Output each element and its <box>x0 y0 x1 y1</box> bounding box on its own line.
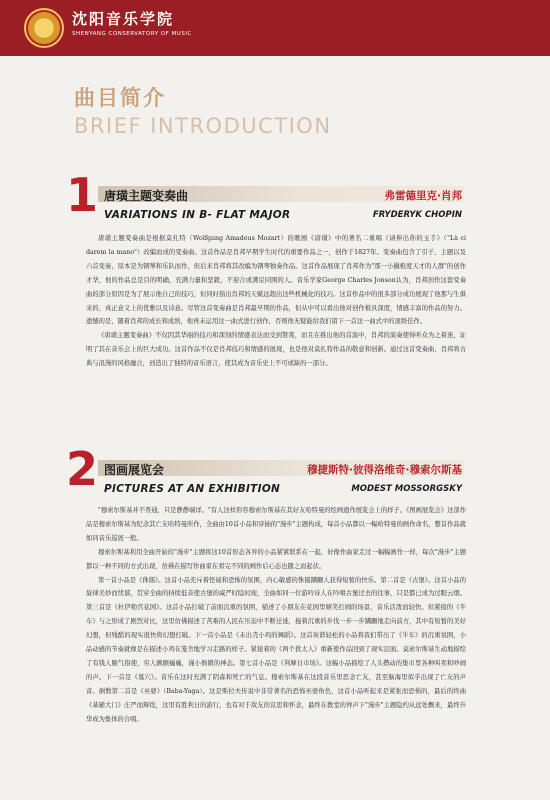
section-title-cn-1: 唐璜主题变奏曲 <box>104 189 189 203</box>
conservatory-name-en: SHENYANG CONSERVATORY OF MUSIC <box>72 31 192 37</box>
section-composer-en-2: MODEST MOSSORGSKY <box>351 484 462 494</box>
section-composer-cn-2: 穆捷斯特·彼得洛维奇·穆索尔斯基 <box>307 464 462 476</box>
paragraph: 《唐璜主题变奏曲》不仅因其华丽的技巧和深刻的情感表达而受到赞赏，而且在推出他的首演中，肖邦的演奏使得听众为之着迷，证明了其在音乐会上的巨大成功。这首作品不仅是肖邦技巧和情感的展现，也是他对莫扎特作品的敬意和创新。通过这首变奏曲，肖邦将古典与浪漫的风格融合，创造出了独特的音乐语言，使其成为音乐史上不可或缺的一部分。 <box>86 332 466 368</box>
section-body-1 <box>86 232 466 371</box>
paragraph: 第一首小品是《侏儒》。这首小品充斥着怪诞和恐怖的氛围，内心敏感的侏儒蹒跚人获得短暂的快乐。第二首是《古堡》。这首小品的旋律美妙而忧郁，贯穿全曲的持续低音使古堡的威严时隐时现，全曲如同一位游吟诗人在吟唱古堡过去的往事，只是都已成为过眼云烟。第三首是《杜伊勒宫花园》。这首小品打破了前面沉重的氛围，描述了小朋友在花园里嬉笑打闹的场景，音乐活泼而轻快。但紧接的《牛车》与之形成了剧烈对比，这里仿佛描述了苦难的人民在压迫中不断迁徙，拖着沉重的步伐一步一步蹒跚地走向前方，其中有短暂的美好幻想，但残酷的现实很快将幻想打破。下一首小品是《未出壳小鸡的舞蹈》。这首诙谐轻松的小品将我们带出了《牛车》的沉重氛围，小品动感的节奏就像是在描述小鸡在笼舍地学习走路的样子。紧接着的《两个犹太人》重新使作品回到了现实层面。莫索尔斯基生动地描绘了有钱人颐气指使，穷人颤颤巍巍，谨小慎微的神态。第七首小品是《利摩日市场》。这幅小品描绘了人头攒动的集市里各种叫卖和吵闹的声。下一首是《墓穴》。音乐在这时充满了阴森和死亡的气息。穆索尔斯基在这段音乐里思念亡友，甚至脑海里似乎出现了亡友的声音。倒数第二首是《巫婆》（Baba-Yaga）。这是斯拉夫传说中非常著名的恐怖巫婆角色，这首小品听起来是紧张而恐怖的，最后的终曲《基辅大门》庄严而辉煌，这里有胜利日的游行，也有对于敌友的哀思和怀念，最终在教堂的钟声下"漫步"主题隐约从远处飘来，最终升华成为集体的合唱。 <box>86 576 466 723</box>
section-number-2: 2 <box>66 442 99 496</box>
section-composer-en-1: FRYDERYK CHOPIN <box>372 210 462 220</box>
page-header <box>0 0 550 56</box>
section-title-cn-2: 图画展览会 <box>104 463 165 477</box>
section-number-1: 1 <box>66 168 99 222</box>
conservatory-name <box>72 10 192 38</box>
section-composer-cn-1: 弗雷德里克·肖邦 <box>384 190 462 202</box>
page-title-en: BRIEF INTRODUCTION <box>74 114 332 138</box>
section-title-en-1: VARIATIONS IN B- FLAT MAJOR <box>104 209 291 221</box>
page-title-cn: 曲目简介 <box>74 86 166 110</box>
section-title-en-2: PICTURES AT AN EXHIBITION <box>104 483 281 495</box>
paragraph: 穆索尔斯基利用全曲开始的"漫步"主题将这10首形态各异的小品紧紧联系在一起，好像作曲家走过一幅幅画作一样，每次"漫步"主题都以一种不同的方式出现，仿佛在描写作曲家在看完不同的画作后心态也随之而起伏。 <box>86 548 466 570</box>
conservatory-logo-icon <box>24 8 64 48</box>
paragraph: "穆索尔斯基并不普通，只是静静端详。"有人这样形容穆索尔斯基在其好友哈特曼的绘画遗作展览会上的样子。《图画展览会》这部作品是穆索尔斯基为纪念其亡友哈特曼所作，全曲由10首小品和穿插的"漫步"主题构成，每首小品都以一幅哈特曼的画作命名，整首作品就如同音乐巡展一般。 <box>86 507 466 542</box>
paragraph: 唐璜主题变奏曲是根据莫扎特（Wolfgang Amadeus Mozart）的歌剧《唐璜》中的著名二重唱《请伸出你的玉手》（"Là ci darem la mano"）改编而成的变奏曲。这首作品是肖邦早期学生时代的重要作品之一，创作于1827年。变奏曲包含了引子、主题以及六首变奏，原本是为钢琴和乐队而作，但后来肖邦将其改编为钢琴独奏作品。这首作品展现了肖邦作为"那一小撮极度天才的人群"的创作才华，他的作品总是目的明确，充满力量和坚毅，不迎合或满足同围的人。音乐学家George Charles Jonson认为，肖邦创作这套变奏曲的部分原因是为了展示他自己的技巧，但同时指出肖邦的天赋远超出这些机械化的技巧。这首作品中的很多部分成功展现了他那与生俱来的、真正意义上的优雅以及诗意。尽管这首变奏曲是肖邦最早期的作品，但从中可以看出他对创作极具深度，情感丰富的作品的努力。遗憾的是，随着肖邦的成长和成熟，他再未运用这一曲式进行创作，否则他无疑能给我们留下一首这一曲式中的顶级佳作。 <box>86 235 466 326</box>
section-body-2 <box>86 504 466 727</box>
conservatory-name-cn: 沈阳音乐学院 <box>72 10 175 28</box>
